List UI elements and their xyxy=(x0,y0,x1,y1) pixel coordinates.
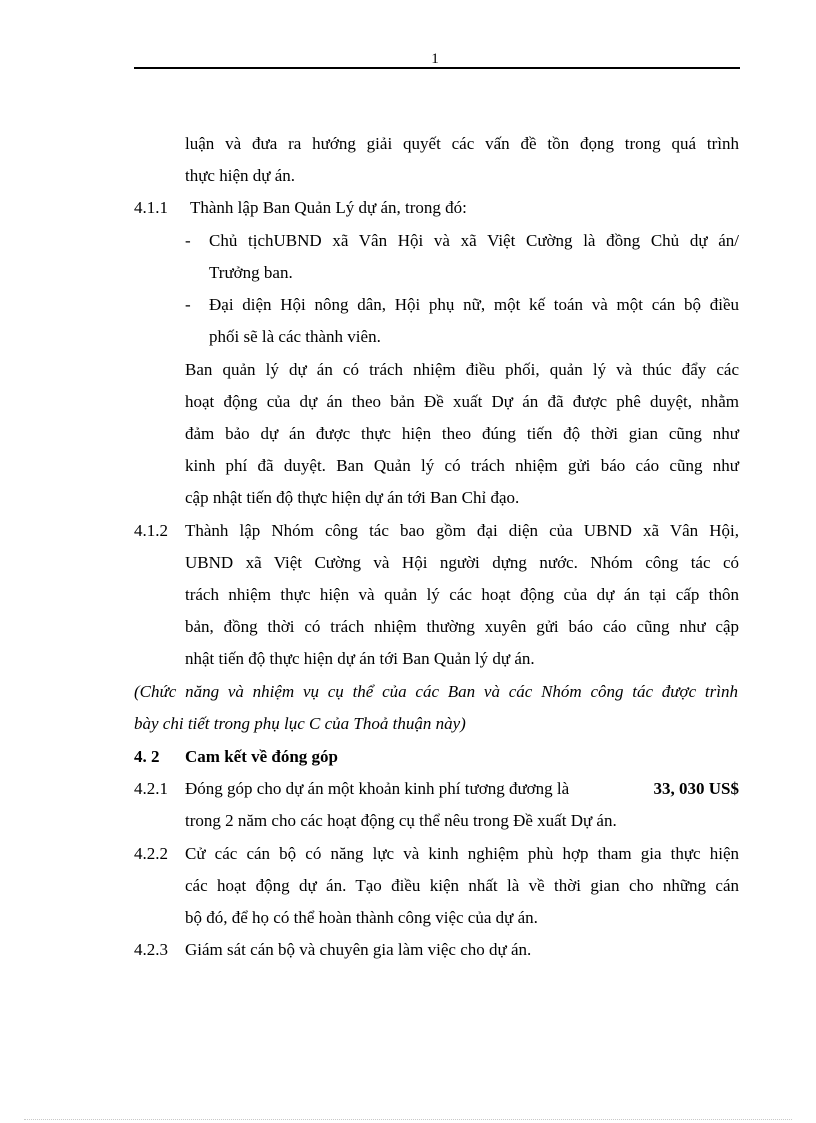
section-title-4-2: Cam kết về đóng góp xyxy=(185,747,339,766)
text-line: nhật tiến độ thực hiện dự án tới Ban Quản lý dự án. xyxy=(185,649,535,668)
text-line: Cử các cán bộ có năng lực và kinh nghiệm phù hợp tham gia thực hiện xyxy=(185,844,739,863)
section-number-4-2-1: 4.2.1 xyxy=(134,779,168,798)
text-line: Ban quản lý dự án có trách nhiệm điều phối, quản lý và thúc đẩy các xyxy=(185,360,739,379)
text-line: cập nhật tiến độ thực hiện dự án tới Ban Chỉ đạo. xyxy=(185,488,520,507)
text-line: Giám sát cán bộ và chuyên gia làm việc cho dự án. xyxy=(185,940,532,959)
text-line: bộ đó, để họ có thể hoàn thành công việc của dự án. xyxy=(185,908,538,927)
note-line: (Chức năng và nhiệm vụ cụ thể của các Ban và các Nhóm công tác được trình xyxy=(134,682,738,701)
text-line: Thành lập Nhóm công tác bao gồm đại diện của UBND xã Vân Hội, xyxy=(185,521,739,540)
contribution-text: Đóng góp cho dự án một khoản kinh phí tương đương là xyxy=(185,779,570,798)
page-number: 1 xyxy=(431,51,439,67)
text-line: Trưởng ban. xyxy=(209,263,293,282)
section-number-4-2: 4. 2 xyxy=(134,747,160,766)
text-line xyxy=(185,779,739,799)
text-line: Đại diện Hội nông dân, Hội phụ nữ, một kế toán và một cán bộ điều xyxy=(209,295,739,314)
bullet-dash: - xyxy=(185,231,191,250)
bullet-dash: - xyxy=(185,295,191,314)
text-line: bản, đồng thời có trách nhiệm thường xuyên gửi báo cáo cũng như cập xyxy=(185,617,739,636)
section-number-4-2-2: 4.2.2 xyxy=(134,844,168,863)
text-line: thực hiện dự án. xyxy=(185,166,296,185)
text-line: các hoạt động dự án. Tạo điều kiện nhất là về thời gian cho những cán xyxy=(185,876,739,895)
note-line: bày chi tiết trong phụ lục C của Thoả thuận này) xyxy=(134,714,466,733)
section-number-4-1-1: 4.1.1 xyxy=(134,198,168,217)
text-line: phối sẽ là các thành viên. xyxy=(209,327,381,346)
text-line: trong 2 năm cho các hoạt động cụ thể nêu trong Đề xuất Dự án. xyxy=(185,811,617,830)
text-line: UBND xã Việt Cường và Hội người dựng nước. Nhóm công tác có xyxy=(185,553,739,572)
section-number-4-1-2: 4.1.2 xyxy=(134,521,168,540)
contribution-amount: 33, 030 US$ xyxy=(653,779,739,798)
text-line: kinh phí đã duyệt. Ban Quản lý có trách nhiệm gửi báo cáo cũng như xyxy=(185,456,739,475)
text-line: luận và đưa ra hướng giải quyết các vấn đề tồn đọng trong quá trình xyxy=(185,134,739,153)
text-line: đảm bảo dự án được thực hiện theo đúng tiến độ thời gian cũng như xyxy=(185,424,739,443)
text-line: Chủ tịchUBND xã Vân Hội và xã Việt Cường là đồng Chủ dự án/ xyxy=(209,231,739,250)
section-text-4-1-1: Thành lập Ban Quản Lý dự án, trong đó: xyxy=(190,198,467,217)
section-number-4-2-3: 4.2.3 xyxy=(134,940,168,959)
text-line: hoạt động của dự án theo bản Đề xuất Dự án đã được phê duyệt, nhằm xyxy=(185,392,739,411)
page-edge-divider xyxy=(24,1119,792,1120)
header-rule xyxy=(134,67,740,69)
text-line: trách nhiệm thực hiện và quản lý các hoạt động của dự án tại cấp thôn xyxy=(185,585,739,604)
